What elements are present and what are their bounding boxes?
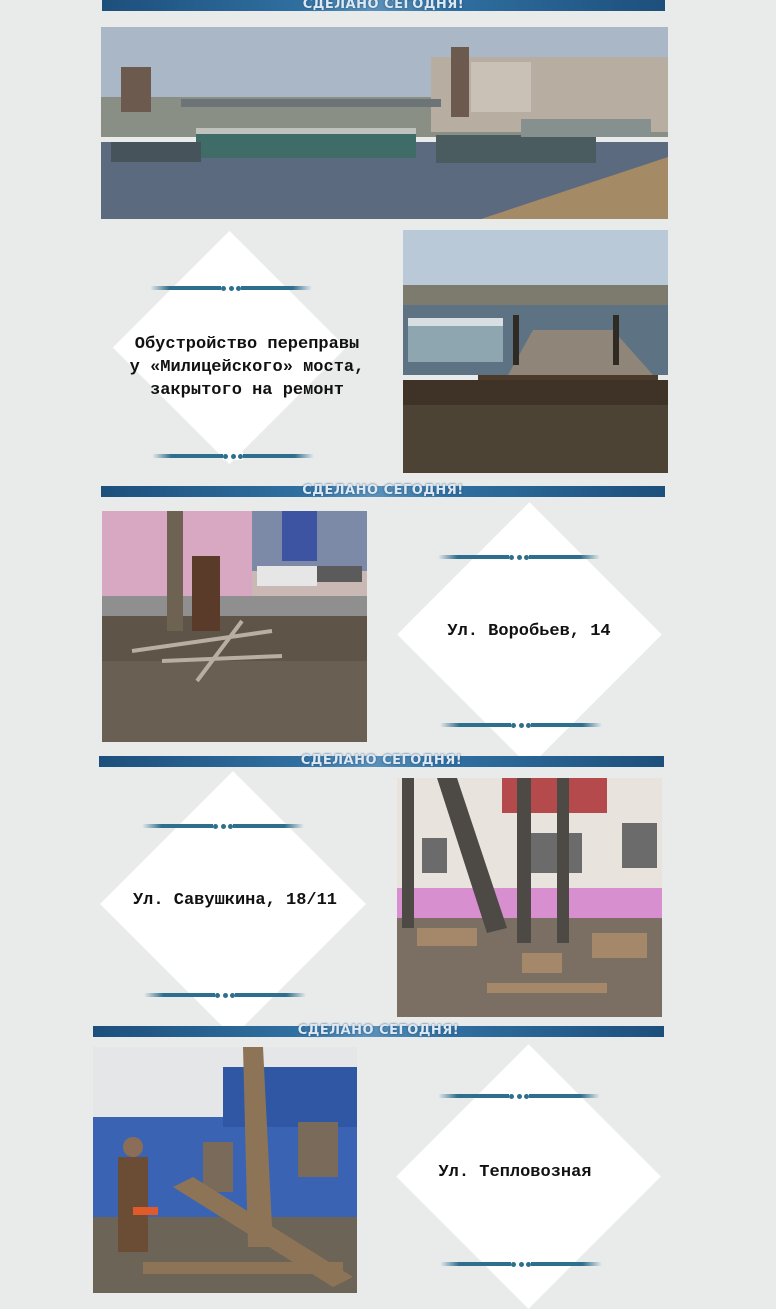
photo-tree-cutting-vorobyov	[102, 511, 367, 742]
banner-text: СДЕЛАНО СЕГОДНЯ!	[300, 753, 463, 768]
divider-dots	[511, 721, 531, 729]
photo-river-ferry	[101, 27, 668, 219]
divider-top	[150, 286, 312, 290]
photo-tree-cutting-teplovoznaya	[93, 1047, 357, 1293]
section-banner	[101, 483, 665, 498]
divider-dots	[215, 991, 235, 999]
section-banner	[99, 753, 664, 768]
divider-dots	[509, 553, 529, 561]
divider-bottom	[144, 993, 306, 997]
photo-tree-cutting-savushkina	[397, 778, 662, 1017]
banner-text: СДЕЛАНО СЕГОДНЯ!	[302, 0, 465, 12]
divider-dots	[213, 822, 233, 830]
section-caption: Обустройство переправы у «Милицейского» моста, закрытого на ремонт	[129, 335, 365, 400]
divider-bottom	[440, 723, 602, 727]
divider-dots	[221, 284, 241, 292]
divider-top	[438, 1094, 600, 1098]
divider-dots	[223, 452, 243, 460]
divider-bottom	[152, 454, 314, 458]
section-caption: Ул. Тепловозная	[438, 1163, 592, 1182]
photo-ferry-dock	[403, 230, 668, 473]
divider-top	[142, 824, 304, 828]
section-banner	[93, 1023, 664, 1038]
banner-text: СДЕЛАНО СЕГОДНЯ!	[302, 483, 464, 498]
section-banner	[102, 0, 665, 11]
section-caption: Ул. Воробьев, 14	[447, 622, 611, 641]
divider-dots	[509, 1092, 529, 1100]
divider-bottom	[440, 1262, 602, 1266]
section-caption: Ул. Савушкина, 18/11	[132, 891, 338, 910]
banner-text: СДЕЛАНО СЕГОДНЯ!	[297, 1023, 460, 1038]
divider-top	[438, 555, 600, 559]
divider-dots	[511, 1260, 531, 1268]
